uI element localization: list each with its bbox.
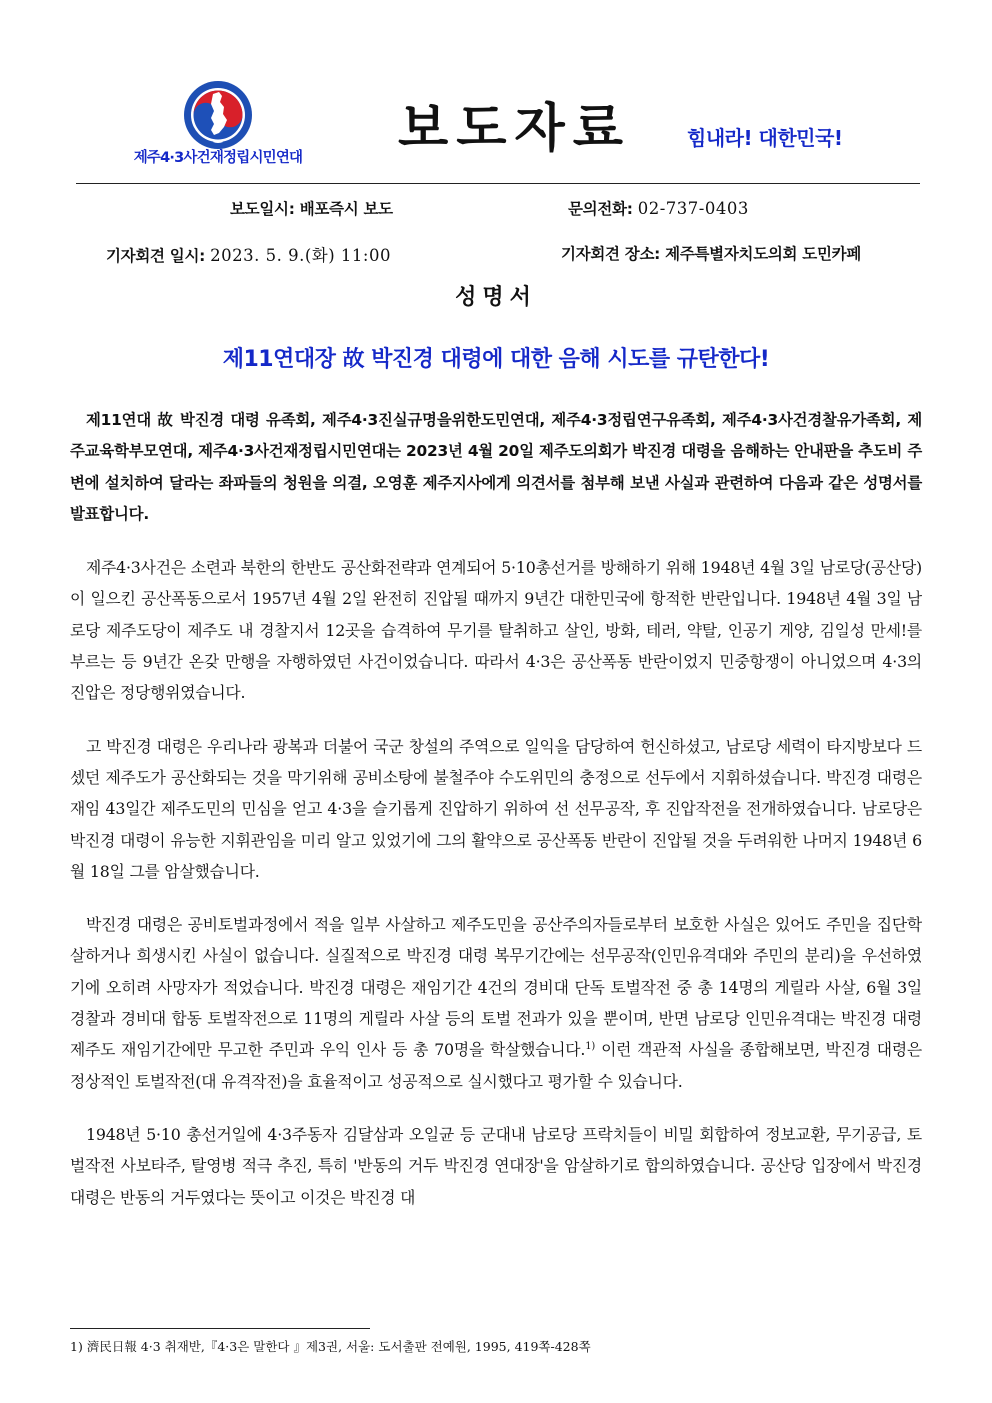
paragraph-2: 제주4·3사건은 소련과 북한의 한반도 공산화전략과 연계되어 5·10총선거를 방해하기 위해 1948년 4월 3일 남로당(공산당)이 일으킨 공산폭동으로서 1957년 4월 2일 완전히 진압될 때까지 9년간 대한민국에 항적한 반란입니다. 1948년 4월 3일 남로당 제주도당이 제주도 내 경찰지서 12곳을 습격하여 무기를 탈취하고 살인, 방화, 테러, 약탈, 인공기 게양, 김일성 만세!를 부르는 등 9년간 온갖 만행을 자행하였던 사건이었습니다. 따라서 4·3은 공산폭동 반란이었지 민중항쟁이 아니었으며 4·3의 진압은 정당행위였습니다. [70, 558, 922, 703]
footnote-marker: 1) [70, 1339, 83, 1354]
korea-map-emblem-icon [183, 80, 253, 150]
footnote-reference[interactable]: 1) [585, 1041, 596, 1053]
release-info [230, 197, 393, 219]
press-place-value: 제주특별자치도의회 도민카페 [665, 245, 862, 263]
paragraph-3: 고 박진경 대령은 우리나라 광복과 더불어 국군 창설의 주역으로 일익을 담당하여 헌신하셨고, 남로당 세력이 타지방보다 드셌던 제주도가 공산화되는 것을 막기위해 공비소탕에 불철주야 수도위민의 충정으로 선두에서 지휘하셨습니다. 박진경 대령은 재임 43일간 제주도민의 민심을 얻고 4·3을 슬기롭게 진압하기 위하여 선 선무공작, 후 진압작전을 전개하였습니다. 남로당은 박진경 대령이 유능한 지휘관임을 미리 알고 있었기에 그의 활약으로 공산폭동 반란이 진압될 것을 두려워한 나머지 1948년 6월 18일 그를 암살했습니다. [70, 736, 922, 881]
contact-phone [568, 197, 749, 219]
headline: 제11연대장 故 박진경 대령에 대한 음해 시도를 규탄한다! [222, 347, 770, 372]
header-divider [76, 183, 920, 184]
document-title: 보도자료 [398, 99, 631, 159]
paragraph-4 [70, 909, 922, 1097]
phone-value: 02-737-0403 [637, 199, 749, 218]
press-place-label: 기자회견 장소: [561, 245, 661, 263]
press-date-value: 2023. 5. 9.(화) 11:00 [210, 246, 391, 265]
paragraph-4-text: 박진경 대령은 공비토벌과정에서 적을 일부 사살하고 제주도민을 공산주의자들로부터 보호한 사실은 있어도 주민을 집단학살하거나 희생시킨 사실이 없습니다. 실질적으로 박진경 대령 복무기간에는 선무공작(인민유격대와 주민의 분리)을 우선하였기에 오히려 사망자가 적었습니다. 박진경 대령은 재임기간 4건의 경비대 단독 토벌작전 중 총 14명의 게릴라 사살, 6월 3일 경찰과 경비대 합동 토벌작전으로 11명의 게릴라 사살 등의 토벌 전과가 있을 뿐이며, 반면 남로당 인민유격대는 박진경 대령 제주도 재임기간에만 무고한 주민과 우익 인사 등 총 70명을 학살했습니다. [70, 915, 922, 1060]
statement-body [70, 405, 922, 1235]
press-conference-place [561, 242, 861, 264]
paragraph-4-tail: 이런 객관적 사실을 종합해보면, 박진경 대령은 정상적인 토벌작전(대 유격작전)을 효율적이고 성공적으로 실시했다고 평가할 수 있습니다. [70, 1040, 922, 1091]
slogan: 힘내라! 대한민국! [687, 126, 843, 150]
release-value: 배포즉시 보도 [299, 200, 393, 218]
statement-title: 성명서 [455, 285, 537, 310]
phone-label: 문의전화: [568, 200, 633, 218]
organization-name: 제주4·3사건재정립시민연대 [133, 150, 303, 166]
paragraph-5: 1948년 5·10 총선거일에 4·3주동자 김달삼과 오일균 등 군대내 남로당 프락치들이 비밀 회합하여 정보교환, 무기공급, 토벌작전 사보타주, 탈영병 적극 추진, 특히 '반동의 거두 박진경 연대장'을 암살하기로 합의하였습니다. 공산당 입장에서 박진경 대령은 반동의 거두였다는 뜻이고 이것은 박진경 대 [70, 1124, 922, 1207]
press-date-label: 기자회견 일시: [106, 247, 206, 265]
footnote-text: 濟民日報 4·3 취재반,『4·3은 말한다 』제3권, 서울: 도서출판 전예원, 1995, 419쪽-428쪽 [86, 1339, 591, 1354]
release-label: 보도일시: [230, 200, 295, 218]
press-conference-date [106, 242, 391, 266]
footnote [70, 1337, 591, 1355]
footnote-divider [70, 1328, 370, 1329]
paragraph-1: 제11연대 故 박진경 대령 유족회, 제주4·3진실규명을위한도민연대, 제주4·3정립연구유족회, 제주4·3사건경찰유가족회, 제주교육학부모연대, 제주4·3사건재정립시민연대는 2023년 4월 20일 제주도의회가 박진경 대령을 음해하는 안내판을 추도비 주변에 설치하여 달라는 좌파들의 청원을 의결, 오영훈 제주지사에게 의견서를 첨부해 보낸 사실과 관련하여 다음과 같은 성명서를 발표합니다. [70, 411, 922, 523]
